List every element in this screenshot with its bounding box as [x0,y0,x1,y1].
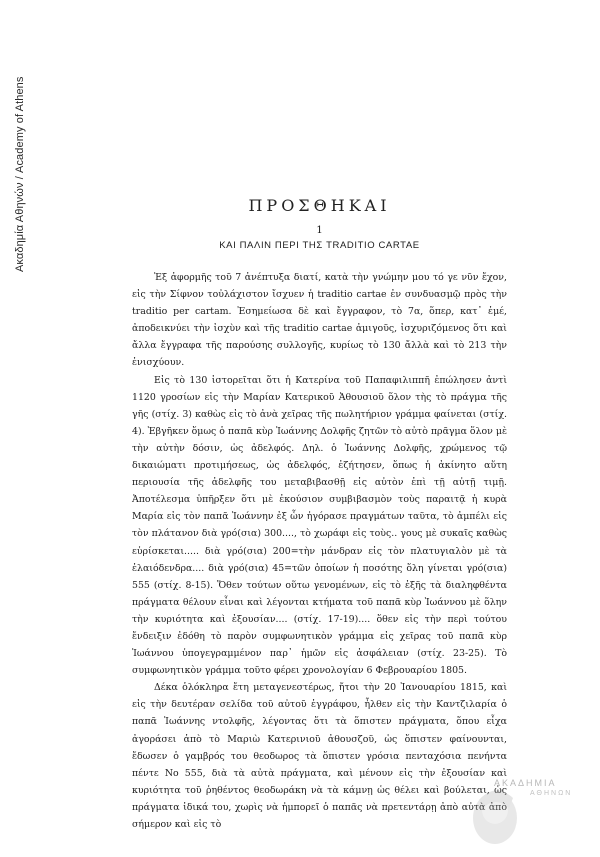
document-page [132,196,507,833]
paragraph: Ἐξ ἀφορμῆς τοῦ 7 ἀνέπτυξα διατί, κατὰ τὴν γνώμην μου τό γε νῦν ἔχον, εἰς τὴν Σίφνον τοὐλάχιστον ἴσχυεν ἡ traditio cartae ἐν συνδυασμῷ πρὸς τὴν traditio per cartam. Ἐσημείωσα δὲ καὶ ἔγγραφον, τὸ 7α, ὅπερ, κατ᾽ ἐμέ, ἀποδεικνύει τὴν ἰσχὺν καὶ τῆς traditio cartae ἀμιγοῦς, ἰσχυριζόμενος ὅτι καὶ ἄλλα ἔγγραφα τῆς παρούσης συλλογῆς, κυρίως τὸ 130 ἄλλὰ καὶ τὸ 213 τὴν ἐνισχύουν. [132,272,507,369]
institution-watermark-text: Ακαδημία Αθηνών / Academy of Athens [14,76,26,272]
seal-text-secondary: ΑΘΗΝΩΝ [530,790,573,797]
section-number: 1 [316,225,323,236]
paragraph: Δέκα ὁλόκληρα ἔτη μεταγενεστέρως, ἤτοι τὴν 20 Ἰανουαρίου 1815, καὶ εἰς τὴν δευτέραν σελίδα τοῦ αὐτοῦ ἐγγράφου, ἦλθεν εἰς τὴν Καντζιλαρία ὁ παπᾶ Ἰωάννης ντολφῆς, λέγοντας ὅτι τὰ ὅπιστεν πράγματα, ὅπου εἶχα ἀγοράσει ἀπὸ τὸ Μαριὼ Κατερινιοῦ ἀθουσζοῦ, ὡς ὅπιστεν φαίνουνται, ἔδωσεν ὁ γαμβρός του θεοδωρος τὰ ὅπιστεν γρόσια πενταχόσια πενήντα πέντε Νο 555, διὰ τὰ αὐτὰ πράγματα, καὶ μένουν εἰς τὴν ἐξουσίαν καὶ κυριότητα τοῦ ῥηθέντος θεοδωράκη νὰ τὰ κάμνῃ ὡς θέλει καὶ βούλεται, ὡς πράγματα ἰδικά του, χωρὶς νὰ ἠμπορεῖ ὁ παπᾶς νὰ πρετεντάρῃ ἀπὸ αὐτὰ ἀπὸ σήμερον καὶ εἰς τὸ [132,682,507,830]
page-title: ΠΡΟΣΘΗΚΑΙ [248,196,391,215]
seal-text: ΑΚΑΔΗΜΙΑ [494,778,557,788]
section-heading: ΚΑΙ ΠΑΛΙΝ ΠΕΡΙ ΤΗΣ TRADITIO CARTAE [219,240,420,251]
paragraph: Εἰς τὸ 130 ἱστορεῖται ὅτι ἡ Κατερίνα τοῦ Παπαφιλιππῆ ἐπώλησεν ἀντὶ 1120 γροσίων εἰς τὴν Μαρίαν Κατερικοῦ Ἀθουσιοῦ ὅλον τὴς τὸ πράγμα τῆς γῆς (στίχ. 3) καθὼς εἰς τὸ ἀνὰ χεῖρας τῆς πωλητήριον γράμμα φαίνεται (στίχ. 4). Ἐβγῆκεν ὅμως ὁ παπᾶ κὺρ Ἰωάννης Δολφῆς ζητῶν τὸ αὐτὸ πρᾶγμα ὅλον μὲ τὴν αὐτὴν δόσιν, ὡς ἀδελφός. Δηλ. ὁ Ἰωάννης Δολφῆς, χρώμενος τῷ δικαιώματι προτιμήσεως, ὡς ἀδελφός, ἐζήτησεν, ὅπως ἡ ἀκίνητο αὕτη περιουσία τῆς ἀδελφῆς του μεταβιβασθῇ εἰς αὐτὸν ἐπὶ τῇ αὐτῇ τιμῇ. Ἀποτέλεσμα ὑπῆρξεν ὅτι μὲ ἐκούσιον συμβιβασμὸν τοὺς παραιτᾷ ἡ κυρὰ Μαρία εἰς τὸν παπᾶ Ἰωάννην ἐξ ὧν ἠγόρασε πραγμάτων ταῦτα, τὸ ἀμπέλι εἰς τὸν πλάτανον διὰ γρό(σια) 300...., τὸ χωράφι εἰς τοὺς.. γους μὲ συκαῖς καθὼς εὑρίσκεται..... διὰ γρό(σια) 200=τὴν μάνδραν εἰς τὸν πλατυγιαλὸν μὲ τὰ ἐλαιόδενδρα.... διὰ γρό(σια) 45=τῶν ὁποίων ἡ ποσότης ὅλη γίνεται γρό(σια) 555 (στίχ. 8-15). Ὅθεν τούτων οὕτω γενομένων, εἰς τὸ ἑξῆς τὰ διαληφθέντα πράγματα θέλουν εἶναι καὶ λέγονται κτήματα τοῦ παπᾶ κὺρ Ἰωάννου μὲ ὅλην τὴν κυριότητα καὶ ἐξουσίαν.... (στίχ. 17-19).... ὅθεν εἰς τὴν περὶ τούτου ἔνδειξιν ἐδόθη τὸ παρὸν συμφωνητικὸν γράμμα εἰς χεῖρας τοῦ παπᾶ κὺρ Ἰωάννου ὑπογεγραμμένον παρ᾽ ἡμῶν εἰς ἀσφάλειαν (στίχ. 23-25). Τὸ συμφωνητικὸν γράμμα τοῦτο φέρει χρονολογίαν 6 Φεβρουαρίου 1805. [132,374,507,677]
